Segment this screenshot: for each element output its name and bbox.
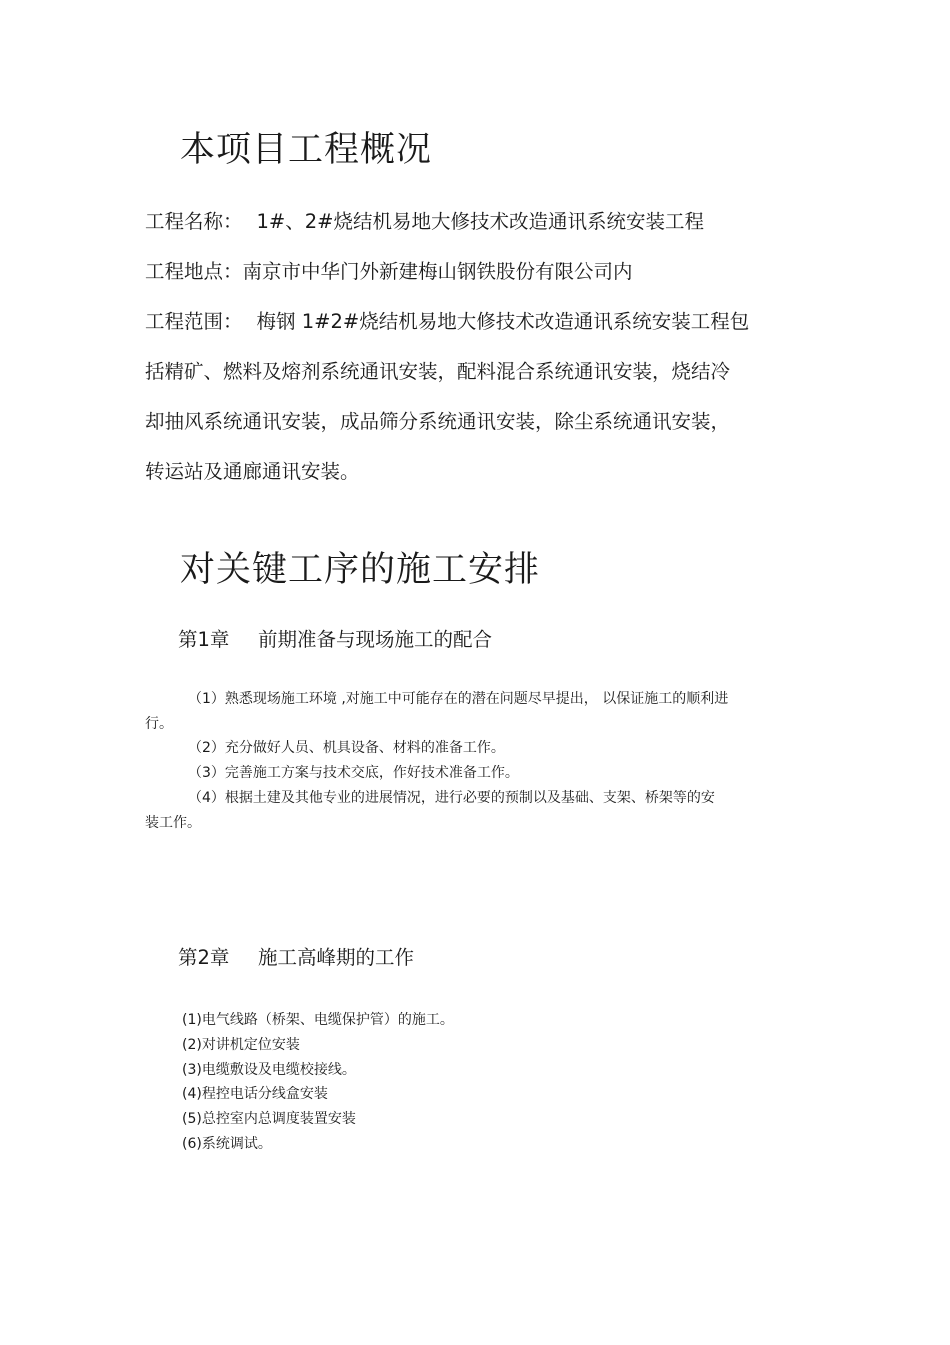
project-site-row <box>145 262 633 282</box>
list-item: (3)电缆敷设及电缆校接线。 <box>182 1062 356 1078</box>
chapter-heading <box>178 948 414 968</box>
list-item: (4)程控电话分线盒安装 <box>182 1086 328 1102</box>
list-item: (2)对讲机定位安装 <box>182 1037 300 1053</box>
project-site-label: 工程地点： <box>145 260 243 283</box>
project-name-label: 工程名称： <box>145 210 243 233</box>
chapter-number: 第1章 <box>178 628 230 651</box>
project-scope-row <box>145 312 749 332</box>
list-item: （3）完善施工方案与技术交底，作好技术准备工作。 <box>188 765 519 781</box>
list-item: （4）根据土建及其他专业的进展情况，进行必要的预制以及基础、支架、桥架等的安 <box>188 790 715 806</box>
project-scope-line: 括精矿、燃料及熔剂系统通讯安装，配料混合系统通讯安装，烧结冷 <box>145 360 731 383</box>
list-item-continuation: 装工作。 <box>145 815 201 831</box>
project-scope-line: 却抽风系统通讯安装，成品筛分系统通讯安装，除尘系统通讯安装， <box>145 410 731 433</box>
project-name-row <box>145 212 704 232</box>
project-site-value: 南京市中华门外新建梅山钢铁股份有限公司内 <box>242 260 633 283</box>
list-item: (6)系统调试。 <box>182 1136 272 1152</box>
section-title-key-process: 对关键工序的施工安排 <box>180 550 541 590</box>
chapter-title: 前期准备与现场施工的配合 <box>258 628 493 651</box>
project-scope-line: 梅钢 1#2#烧结机易地大修技术改造通讯系统安装工程包 <box>256 310 750 333</box>
project-scope-line: 转运站及通廊通讯安装。 <box>145 460 360 483</box>
section-title-overview: 本项目工程概况 <box>180 130 433 170</box>
chapter-title: 施工高峰期的工作 <box>258 946 415 969</box>
chapter-heading <box>178 630 492 650</box>
list-item: (1)电气线路（桥架、电缆保护管）的施工。 <box>182 1012 454 1028</box>
chapter-number: 第2章 <box>178 946 230 969</box>
list-item-continuation: 行。 <box>145 716 173 732</box>
list-item: (5)总控室内总调度装置安装 <box>182 1111 356 1127</box>
project-name-value: 1#、2#烧结机易地大修技术改造通讯系统安装工程 <box>256 210 705 233</box>
project-scope-label: 工程范围： <box>145 310 243 333</box>
list-item: （1）熟悉现场施工环境 ,对施工中可能存在的潜在问题尽早提出， 以保证施工的顺利进 <box>188 691 729 707</box>
list-item: （2）充分做好人员、机具设备、材料的准备工作。 <box>188 740 505 756</box>
